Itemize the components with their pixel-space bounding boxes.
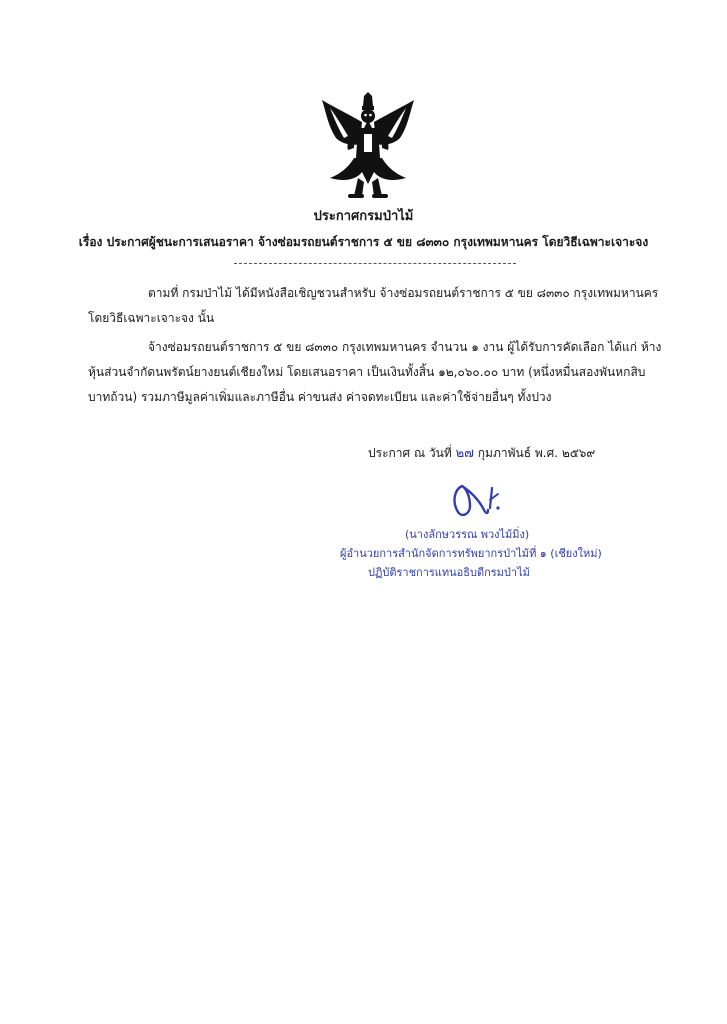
separator-rule (234, 263, 516, 264)
paragraph-2-line-1: จ้างซ่อมรถยนต์ราชการ ๕ ขย ๘๓๓๐ กรุงเทพมหานคร จำนวน ๑ งาน ผู้ได้รับการคัดเลือก ได้แก่ ห้าง (148, 340, 662, 354)
handwritten-signature (448, 478, 520, 520)
paragraph-1-line-1: ตามที่ กรมป่าไม้ ได้มีหนังสือเชิญชวนสำหรับ จ้างซ่อมรถยนต์ราชการ ๕ ขย ๘๓๓๐ กรุงเทพมหานคร (148, 286, 659, 300)
date-day-handwritten: ๒๗ (455, 446, 474, 461)
paragraph-2-line-2: หุ้นส่วนจำกัดนพรัตน์ยางยนต์เชียงใหม่ โดยเสนอราคา เป็นเงินทั้งสิ้น ๑๒,๐๖๐.๐๐ บาท (หนึ่งหมื่นสองพันหกสิบ (88, 365, 646, 379)
garuda-emblem-icon (318, 92, 418, 202)
paragraph-2-line-3: บาทถ้วน) รวมภาษีมูลค่าเพิ่มและภาษีอื่น ค่าขนส่ง ค่าจดทะเบียน และค่าใช้จ่ายอื่นๆ ทั้งปวง (88, 390, 552, 404)
signatory-name: (นางลักษวรรณ พวงไม้มิ่ง) (405, 528, 530, 541)
date-month-year: กุมภาพันธ์ พ.ศ. ๒๕๖๙ (477, 446, 596, 460)
paragraph-1-line-2: โดยวิธีเฉพาะเจาะจง นั้น (88, 311, 215, 325)
document-subject: เรื่อง ประกาศผู้ชนะการเสนอราคา จ้างซ่อมรถยนต์ราชการ ๕ ขย ๘๓๓๐ กรุงเทพมหานคร โดยวิธีเฉพาะเจาะจง (78, 235, 649, 249)
signatory-acting-title: ปฏิบัติราชการแทนอธิบดีกรมป่าไม้ (368, 566, 530, 579)
date-prefix: ประกาศ ณ วันที่ (368, 446, 452, 460)
announcement-date (368, 442, 595, 463)
signatory-position: ผู้อำนวยการสำนักจัดการทรัพยากรป่าไม้ที่ ๑ (เชียงใหม่) (340, 547, 602, 560)
document-title: ประกาศกรมป่าไม้ (313, 209, 414, 224)
